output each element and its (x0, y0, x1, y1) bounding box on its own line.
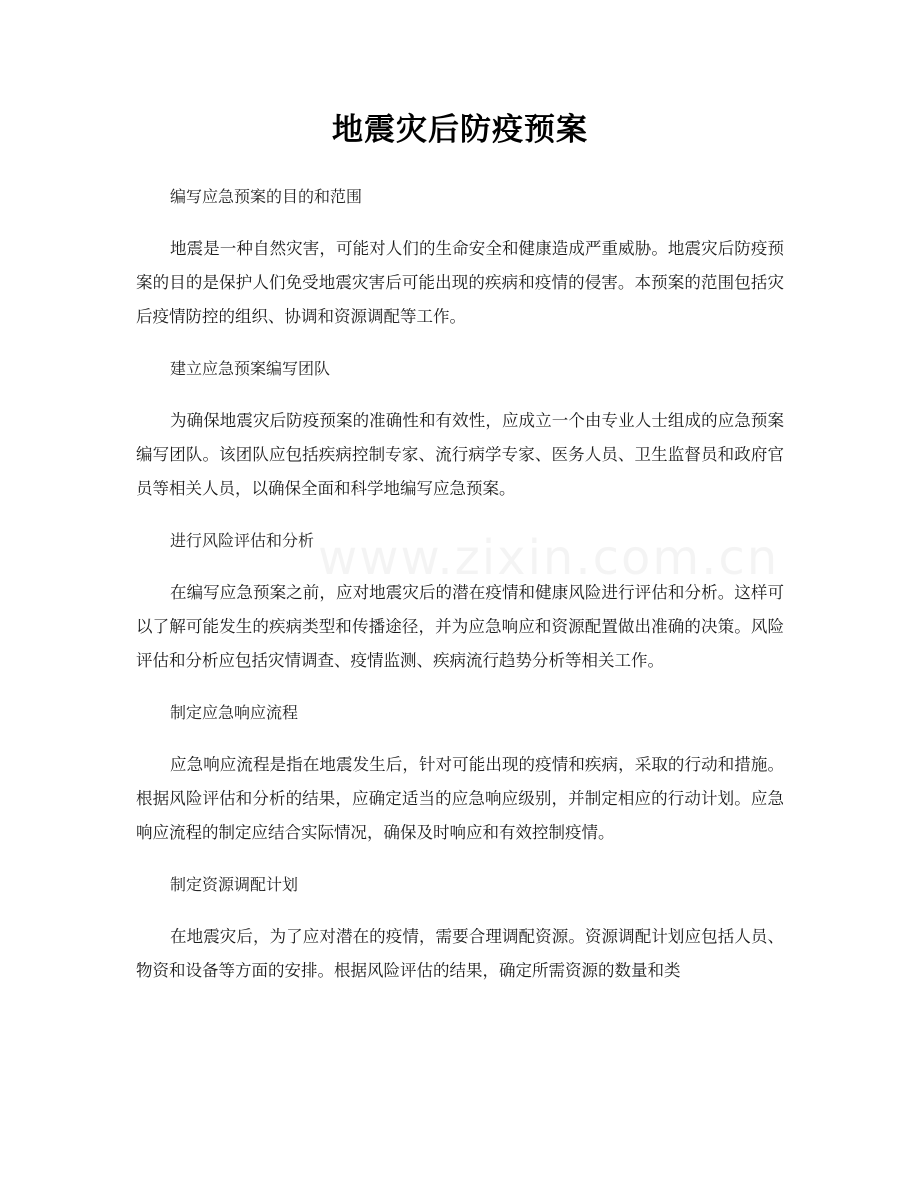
section-paragraph: 在地震灾后，为了应对潜在的疫情，需要合理调配资源。资源调配计划应包括人员、物资和设备等方面的安排。根据风险评估的结果，确定所需资源的数量和类 (136, 927, 784, 980)
section-heading: 制定应急响应流程 (170, 703, 299, 722)
section-paragraph: 在编写应急预案之前，应对地震灾后的潜在疫情和健康风险进行评估和分析。这样可以了解可能发生的疾病类型和传播途径，并为应急响应和资源配置做出准确的决策。风险评估和分析应包括灾情调查、疫情监测、疾病流行趋势分析等相关工作。 (136, 583, 784, 670)
document-body (136, 180, 784, 988)
section-heading: 建立应急预案编写团队 (170, 359, 331, 378)
document-title: 地震灾后防疫预案 (332, 112, 588, 148)
section-heading: 编写应急预案的目的和范围 (170, 187, 363, 206)
section-paragraph: 地震是一种自然灾害，可能对人们的生命安全和健康造成严重威胁。地震灾后防疫预案的目的是保护人们免受地震灾害后可能出现的疾病和疫情的侵害。本预案的范围包括灾后疫情防控的组织、协调和资源调配等工作。 (136, 239, 784, 326)
section-heading: 进行风险评估和分析 (170, 531, 315, 550)
section-heading: 制定资源调配计划 (170, 875, 299, 894)
section-paragraph: 应急响应流程是指在地震发生后，针对可能出现的疫情和疾病，采取的行动和措施。根据风险评估和分析的结果，应确定适当的应急响应级别，并制定相应的行动计划。应急响应流程的制定应结合实际情况，确保及时响应和有效控制疫情。 (136, 755, 784, 842)
section-paragraph: 为确保地震灾后防疫预案的准确性和有效性，应成立一个由专业人士组成的应急预案编写团队。该团队应包括疾病控制专家、流行病学专家、医务人员、卫生监督员和政府官员等相关人员，以确保全面和科学地编写应急预案。 (136, 411, 784, 498)
